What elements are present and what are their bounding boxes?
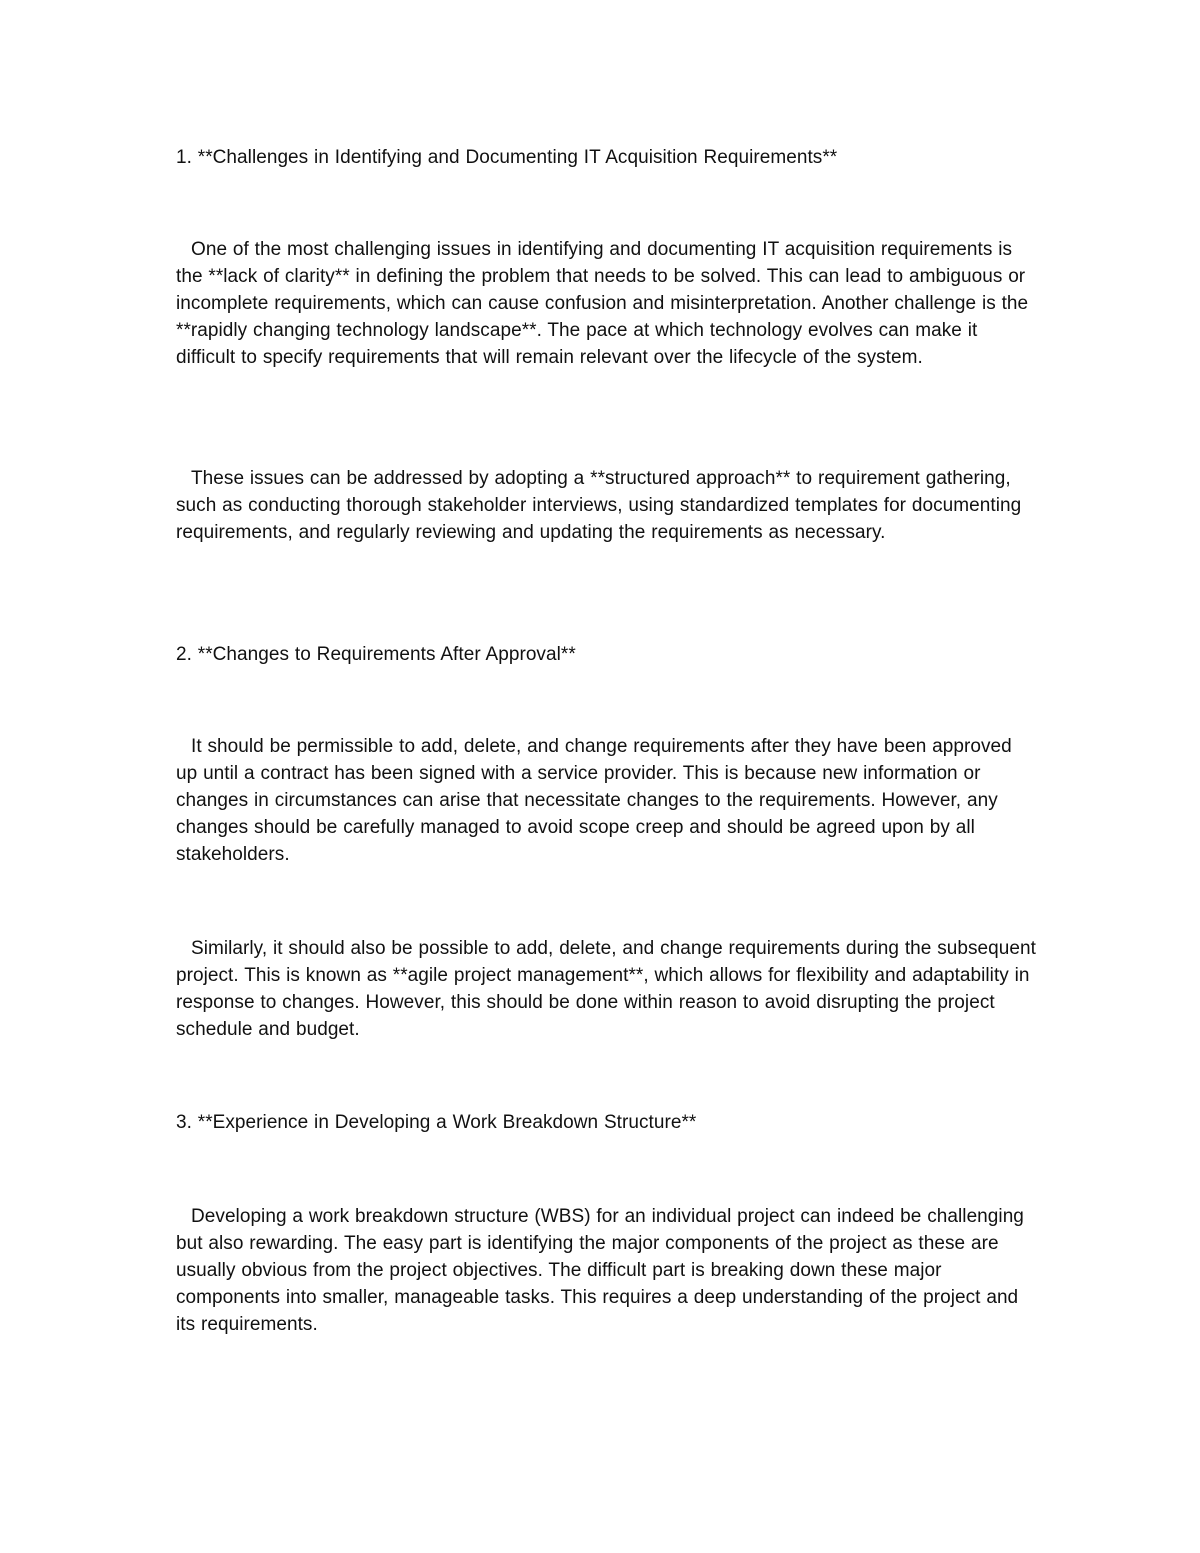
section-3-paragraph-1: Developing a work breakdown structure (WBS) for an individual project can indeed be challenging but also rewarding. The easy part is identifying the major components of the project as these are usually obvious from the project objectives. The difficult part is breaking down these major components into smaller, manageable tasks. This requires a deep understanding of the project and its requirements.	[176, 1206, 1024, 1335]
section-2-heading: 2. **Changes to Requirements After Approval**	[176, 644, 576, 665]
section-2-paragraph-1: It should be permissible to add, delete, and change requirements after they have been approved up until a contract has been signed with a service provider. This is because new information or changes in circumstances can arise that necessitate changes to the requirements. However, any changes should be carefully managed to avoid scope creep and should be agreed upon by all stakeholders.	[176, 736, 1012, 865]
section-2-paragraph-2: Similarly, it should also be possible to add, delete, and change requirements during the subsequent project. This is known as **agile project management**, which allows for flexibility and adaptability in response to changes. However, this should be done within reason to avoid disrupting the project schedule and budget.	[176, 938, 1036, 1040]
section-1-heading: 1. **Challenges in Identifying and Documenting IT Acquisition Requirements**	[176, 147, 838, 168]
section-1-paragraph-2: These issues can be addressed by adopting a **structured approach** to requirement gathering, such as conducting thorough stakeholder interviews, using standardized templates for documenting requirements, and regularly reviewing and updating the requirements as necessary.	[176, 468, 1022, 543]
section-1-paragraph-1: One of the most challenging issues in identifying and documenting IT acquisition requirements is the **lack of clarity** in defining the problem that needs to be solved. This can lead to ambiguous or incomplete requirements, which can cause confusion and misinterpretation. Another challenge is the **rapidly changing technology landscape**. The pace at which technology evolves can make it difficult to specify requirements that will remain relevant over the lifecycle of the system.	[176, 239, 1029, 368]
section-3-heading: 3. **Experience in Developing a Work Breakdown Structure**	[176, 1112, 697, 1133]
